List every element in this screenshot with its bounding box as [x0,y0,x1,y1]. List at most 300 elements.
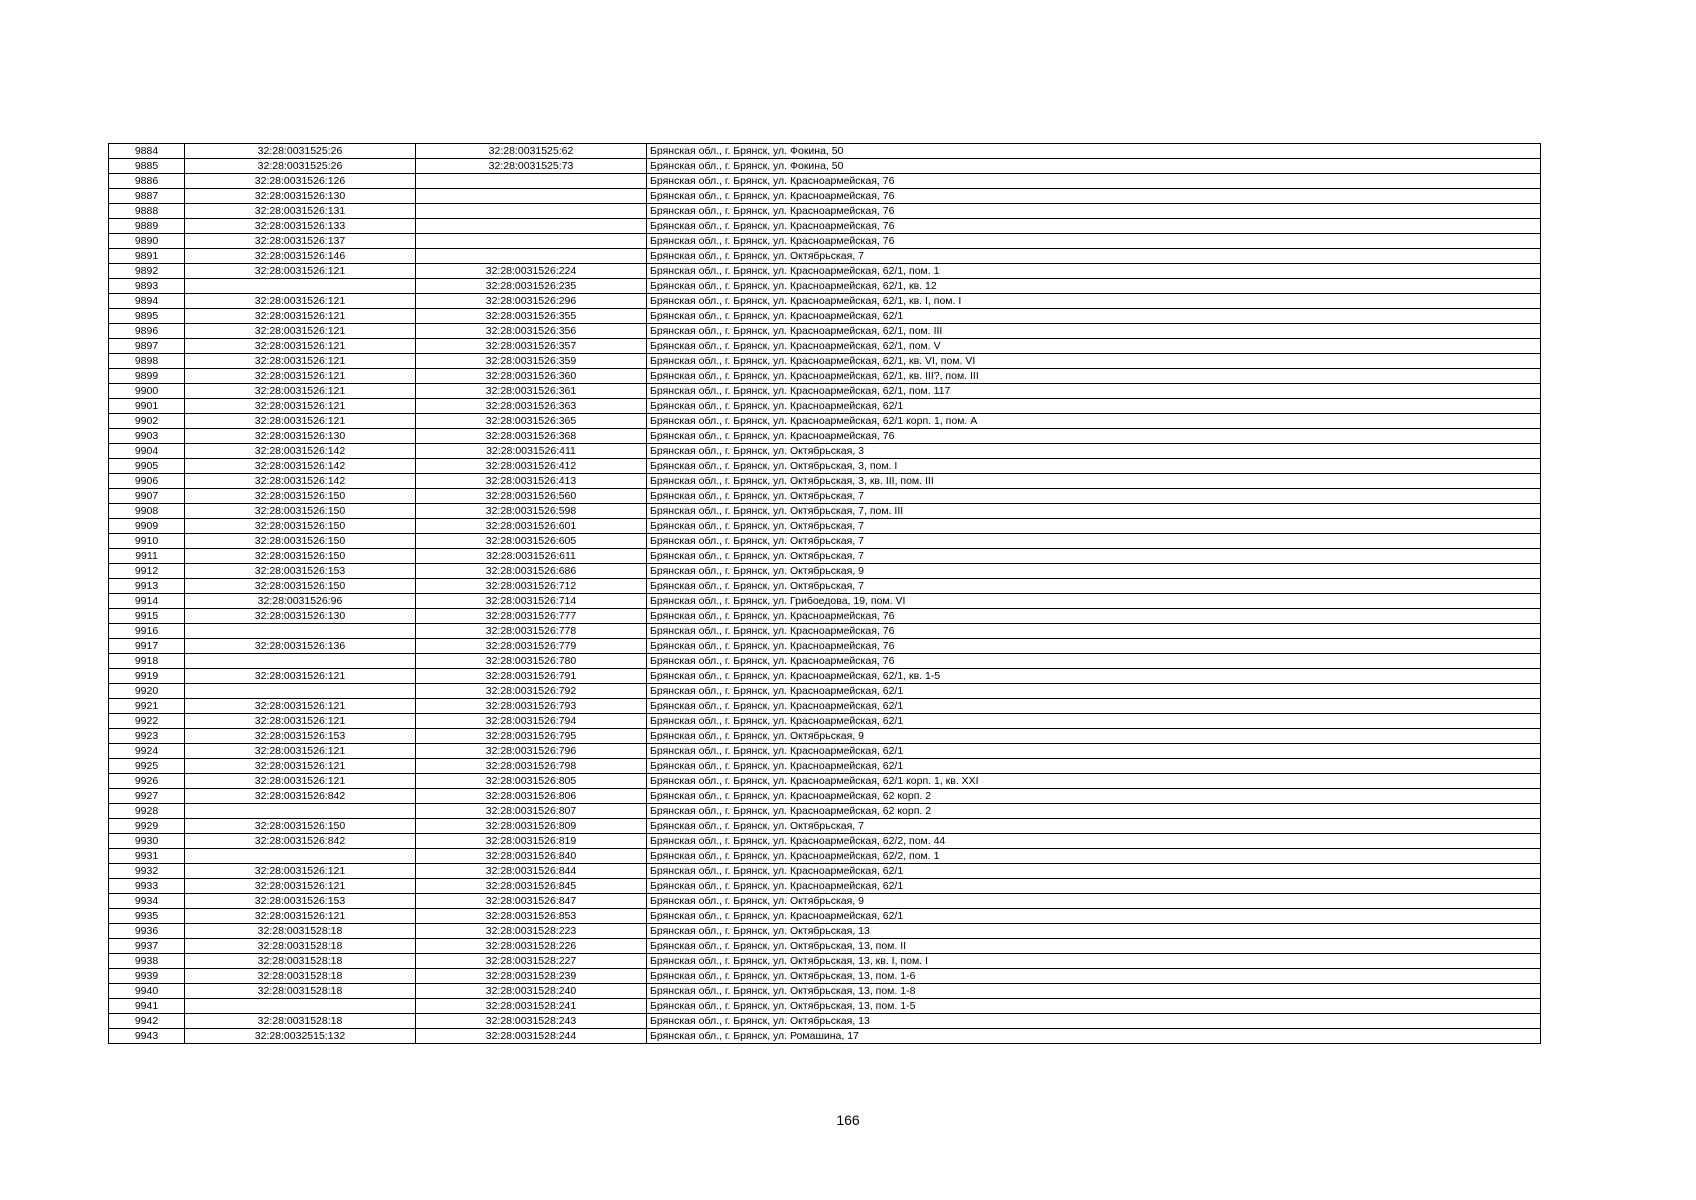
cadastral-number-cell [416,204,647,219]
row-number-cell: 9911 [109,549,185,564]
row-number-cell: 9942 [109,1014,185,1029]
address-cell: Брянская обл., г. Брянск, ул. Красноармейская, 62 корп. 2 [647,804,1541,819]
row-number-cell: 9885 [109,159,185,174]
cadastral-number-cell: 32:28:0031528:240 [416,984,647,999]
row-number-cell: 9921 [109,699,185,714]
address-cell: Брянская обл., г. Брянск, ул. Октябрьская, 13, кв. I, пом. I [647,954,1541,969]
parent-cadastral-number-cell: 32:28:0031526:153 [185,564,416,579]
cadastral-number-cell: 32:28:0031526:601 [416,519,647,534]
cadastral-number-cell: 32:28:0031526:807 [416,804,647,819]
table-row [109,279,1541,294]
address-cell: Брянская обл., г. Брянск, ул. Октябрьская, 9 [647,894,1541,909]
address-cell: Брянская обл., г. Брянск, ул. Красноармейская, 62/1 [647,684,1541,699]
cadastral-number-cell: 32:28:0031528:223 [416,924,647,939]
address-cell: Брянская обл., г. Брянск, ул. Октябрьская, 7 [647,549,1541,564]
row-number-cell: 9941 [109,999,185,1014]
row-number-cell: 9908 [109,504,185,519]
row-number-cell: 9889 [109,219,185,234]
row-number-cell: 9931 [109,849,185,864]
cadastral-number-cell: 32:28:0031526:411 [416,444,647,459]
parent-cadastral-number-cell: 32:28:0031526:142 [185,444,416,459]
table-row [109,294,1541,309]
table-row [109,1029,1541,1044]
table-row [109,459,1541,474]
address-cell: Брянская обл., г. Брянск, ул. Красноармейская, 62/1 [647,714,1541,729]
parent-cadastral-number-cell: 32:28:0031528:18 [185,939,416,954]
cadastral-number-cell: 32:28:0031526:368 [416,429,647,444]
table-row [109,939,1541,954]
table-row [109,264,1541,279]
address-cell: Брянская обл., г. Брянск, ул. Октябрьская, 7, пом. III [647,504,1541,519]
table-row [109,864,1541,879]
parent-cadastral-number-cell: 32:28:0031526:153 [185,729,416,744]
row-number-cell: 9939 [109,969,185,984]
parent-cadastral-number-cell: 32:28:0031526:126 [185,174,416,189]
cadastral-number-cell: 32:28:0031526:714 [416,594,647,609]
parent-cadastral-number-cell: 32:28:0031526:121 [185,309,416,324]
cadastral-number-cell: 32:28:0031526:560 [416,489,647,504]
row-number-cell: 9927 [109,789,185,804]
address-cell: Брянская обл., г. Брянск, ул. Красноармейская, 62/2, пом. 44 [647,834,1541,849]
parent-cadastral-number-cell [185,684,416,699]
table-row [109,414,1541,429]
address-cell: Брянская обл., г. Брянск, ул. Фокина, 50 [647,159,1541,174]
cadastral-number-cell: 32:28:0031526:793 [416,699,647,714]
table-row [109,909,1541,924]
cadastral-number-cell: 32:28:0031526:777 [416,609,647,624]
row-number-cell: 9916 [109,624,185,639]
row-number-cell: 9926 [109,774,185,789]
row-number-cell: 9888 [109,204,185,219]
cadastral-number-cell [416,219,647,234]
row-number-cell: 9910 [109,534,185,549]
cadastral-number-cell: 32:28:0031528:227 [416,954,647,969]
parent-cadastral-number-cell: 32:28:0031526:121 [185,774,416,789]
address-cell: Брянская обл., г. Брянск, ул. Красноармейская, 62/1, пом. III [647,324,1541,339]
cadastral-number-cell: 32:28:0031526:363 [416,399,647,414]
parent-cadastral-number-cell: 32:28:0031526:121 [185,744,416,759]
table-row [109,924,1541,939]
table-row [109,834,1541,849]
cadastral-number-cell: 32:28:0031526:847 [416,894,647,909]
address-cell: Брянская обл., г. Брянск, ул. Красноармейская, 76 [647,189,1541,204]
parent-cadastral-number-cell: 32:28:0031526:121 [185,324,416,339]
table-row [109,759,1541,774]
row-number-cell: 9904 [109,444,185,459]
parent-cadastral-number-cell [185,804,416,819]
page-number: 166 [836,1112,860,1128]
cadastral-number-cell: 32:28:0031526:798 [416,759,647,774]
address-cell: Брянская обл., г. Брянск, ул. Красноармейская, 62/1, кв. 1-5 [647,669,1541,684]
registry-table-body [109,144,1541,1044]
row-number-cell: 9932 [109,864,185,879]
parent-cadastral-number-cell: 32:28:0031526:150 [185,819,416,834]
parent-cadastral-number-cell: 32:28:0031528:18 [185,954,416,969]
parent-cadastral-number-cell: 32:28:0031526:150 [185,579,416,594]
address-cell: Брянская обл., г. Брянск, ул. Красноармейская, 62/1 [647,879,1541,894]
parent-cadastral-number-cell: 32:28:0031526:121 [185,879,416,894]
table-row [109,999,1541,1014]
table-row [109,144,1541,159]
parent-cadastral-number-cell: 32:28:0031526:142 [185,474,416,489]
address-cell: Брянская обл., г. Брянск, ул. Красноармейская, 62 корп. 2 [647,789,1541,804]
table-row [109,204,1541,219]
table-row [109,159,1541,174]
parent-cadastral-number-cell: 32:28:0031526:121 [185,264,416,279]
table-row [109,444,1541,459]
address-cell: Брянская обл., г. Брянск, ул. Красноармейская, 76 [647,429,1541,444]
parent-cadastral-number-cell: 32:28:0031526:137 [185,234,416,249]
parent-cadastral-number-cell: 32:28:0031526:153 [185,894,416,909]
address-cell: Брянская обл., г. Брянск, ул. Красноармейская, 62/1, кв. III?, пом. III [647,369,1541,384]
cadastral-number-cell [416,249,647,264]
cadastral-number-cell [416,234,647,249]
row-number-cell: 9903 [109,429,185,444]
cadastral-number-cell: 32:28:0031526:853 [416,909,647,924]
row-number-cell: 9900 [109,384,185,399]
address-cell: Брянская обл., г. Брянск, ул. Красноармейская, 62/1, кв. VI, пом. VI [647,354,1541,369]
parent-cadastral-number-cell: 32:28:0031526:142 [185,459,416,474]
address-cell: Брянская обл., г. Брянск, ул. Красноармейская, 76 [647,624,1541,639]
table-row [109,969,1541,984]
table-row [109,954,1541,969]
row-number-cell: 9905 [109,459,185,474]
parent-cadastral-number-cell: 32:28:0031526:842 [185,834,416,849]
address-cell: Брянская обл., г. Брянск, ул. Красноармейская, 76 [647,234,1541,249]
cadastral-number-cell: 32:28:0031526:359 [416,354,647,369]
table-row [109,744,1541,759]
row-number-cell: 9922 [109,714,185,729]
parent-cadastral-number-cell: 32:28:0031526:121 [185,399,416,414]
row-number-cell: 9902 [109,414,185,429]
parent-cadastral-number-cell: 32:28:0031526:96 [185,594,416,609]
address-cell: Брянская обл., г. Брянск, ул. Красноармейская, 62/1 [647,759,1541,774]
parent-cadastral-number-cell: 32:28:0031526:121 [185,864,416,879]
address-cell: Брянская обл., г. Брянск, ул. Красноармейская, 76 [647,174,1541,189]
address-cell: Брянская обл., г. Брянск, ул. Октябрьская, 3, пом. I [647,459,1541,474]
parent-cadastral-number-cell: 32:28:0031526:121 [185,414,416,429]
address-cell: Брянская обл., г. Брянск, ул. Красноармейская, 62/1 корп. 1, пом. А [647,414,1541,429]
table-row [109,249,1541,264]
cadastral-number-cell: 32:28:0031526:792 [416,684,647,699]
cadastral-number-cell: 32:28:0031526:779 [416,639,647,654]
parent-cadastral-number-cell: 32:28:0031526:121 [185,354,416,369]
parent-cadastral-number-cell: 32:28:0031526:121 [185,909,416,924]
address-cell: Брянская обл., г. Брянск, ул. Красноармейская, 76 [647,204,1541,219]
address-cell: Брянская обл., г. Брянск, ул. Октябрьская, 7 [647,489,1541,504]
row-number-cell: 9909 [109,519,185,534]
table-row [109,309,1541,324]
row-number-cell: 9897 [109,339,185,354]
row-number-cell: 9919 [109,669,185,684]
table-row [109,354,1541,369]
row-number-cell: 9899 [109,369,185,384]
address-cell: Брянская обл., г. Брянск, ул. Красноармейская, 62/1 [647,864,1541,879]
row-number-cell: 9898 [109,354,185,369]
parent-cadastral-number-cell: 32:28:0031528:18 [185,924,416,939]
parent-cadastral-number-cell [185,624,416,639]
table-row [109,894,1541,909]
cadastral-number-cell: 32:28:0031526:412 [416,459,647,474]
cadastral-number-cell: 32:28:0031526:806 [416,789,647,804]
table-row [109,774,1541,789]
address-cell: Брянская обл., г. Брянск, ул. Красноармейская, 62/1, пом. 1 [647,264,1541,279]
address-cell: Брянская обл., г. Брянск, ул. Октябрьская, 7 [647,519,1541,534]
row-number-cell: 9915 [109,609,185,624]
parent-cadastral-number-cell: 32:28:0031526:146 [185,249,416,264]
cadastral-number-cell: 32:28:0031526:796 [416,744,647,759]
table-row [109,624,1541,639]
row-number-cell: 9912 [109,564,185,579]
cadastral-number-cell: 32:28:0031526:356 [416,324,647,339]
address-cell: Брянская обл., г. Брянск, ул. Красноармейская, 76 [647,654,1541,669]
parent-cadastral-number-cell [185,279,416,294]
parent-cadastral-number-cell: 32:28:0031526:150 [185,549,416,564]
address-cell: Брянская обл., г. Брянск, ул. Октябрьская, 7 [647,579,1541,594]
parent-cadastral-number-cell: 32:28:0031525:26 [185,144,416,159]
table-row [109,639,1541,654]
table-row [109,234,1541,249]
row-number-cell: 9925 [109,759,185,774]
parent-cadastral-number-cell: 32:28:0031526:121 [185,384,416,399]
row-number-cell: 9913 [109,579,185,594]
cadastral-number-cell: 32:28:0031526:778 [416,624,647,639]
table-row [109,324,1541,339]
table-row [109,504,1541,519]
cadastral-number-cell: 32:28:0031526:845 [416,879,647,894]
row-number-cell: 9884 [109,144,185,159]
parent-cadastral-number-cell [185,999,416,1014]
table-row [109,714,1541,729]
cadastral-number-cell: 32:28:0031526:611 [416,549,647,564]
cadastral-number-cell: 32:28:0031526:844 [416,864,647,879]
parent-cadastral-number-cell: 32:28:0031526:121 [185,294,416,309]
cadastral-number-cell: 32:28:0031526:598 [416,504,647,519]
address-cell: Брянская обл., г. Брянск, ул. Ромашина, 17 [647,1029,1541,1044]
address-cell: Брянская обл., г. Брянск, ул. Красноармейская, 76 [647,609,1541,624]
table-row [109,849,1541,864]
address-cell: Брянская обл., г. Брянск, ул. Фокина, 50 [647,144,1541,159]
address-cell: Брянская обл., г. Брянск, ул. Красноармейская, 62/1 [647,909,1541,924]
parent-cadastral-number-cell: 32:28:0031526:121 [185,369,416,384]
table-row [109,534,1541,549]
cadastral-number-cell: 32:28:0031526:805 [416,774,647,789]
cadastral-number-cell: 32:28:0031526:355 [416,309,647,324]
row-number-cell: 9937 [109,939,185,954]
table-row [109,669,1541,684]
row-number-cell: 9935 [109,909,185,924]
row-number-cell: 9943 [109,1029,185,1044]
parent-cadastral-number-cell: 32:28:0031526:121 [185,699,416,714]
table-row [109,369,1541,384]
cadastral-number-cell: 32:28:0031526:794 [416,714,647,729]
parent-cadastral-number-cell: 32:28:0031526:121 [185,714,416,729]
cadastral-number-cell: 32:28:0031528:241 [416,999,647,1014]
row-number-cell: 9938 [109,954,185,969]
address-cell: Брянская обл., г. Брянск, ул. Красноармейская, 76 [647,639,1541,654]
table-row [109,819,1541,834]
cadastral-number-cell: 32:28:0031526:809 [416,819,647,834]
row-number-cell: 9894 [109,294,185,309]
table-row [109,549,1541,564]
cadastral-number-cell: 32:28:0031528:244 [416,1029,647,1044]
parent-cadastral-number-cell: 32:28:0031528:18 [185,969,416,984]
row-number-cell: 9914 [109,594,185,609]
table-row [109,489,1541,504]
row-number-cell: 9892 [109,264,185,279]
table-row [109,339,1541,354]
row-number-cell: 9886 [109,174,185,189]
row-number-cell: 9918 [109,654,185,669]
table-row [109,804,1541,819]
cadastral-number-cell: 32:28:0031526:791 [416,669,647,684]
row-number-cell: 9890 [109,234,185,249]
cadastral-number-cell: 32:28:0031526:712 [416,579,647,594]
table-row [109,189,1541,204]
cadastral-number-cell: 32:28:0031526:840 [416,849,647,864]
address-cell: Брянская обл., г. Брянск, ул. Октябрьская, 7 [647,249,1541,264]
address-cell: Брянская обл., г. Брянск, ул. Красноармейская, 62/1 корп. 1, кв. XXI [647,774,1541,789]
parent-cadastral-number-cell: 32:28:0031526:130 [185,609,416,624]
cadastral-number-cell: 32:28:0031526:413 [416,474,647,489]
table-row [109,519,1541,534]
parent-cadastral-number-cell: 32:28:0031526:150 [185,504,416,519]
address-cell: Брянская обл., г. Брянск, ул. Октябрьская, 3 [647,444,1541,459]
table-row [109,789,1541,804]
cadastral-number-cell: 32:28:0031525:73 [416,159,647,174]
cadastral-number-cell: 32:28:0031528:226 [416,939,647,954]
parent-cadastral-number-cell: 32:28:0031526:150 [185,489,416,504]
cadastral-number-cell: 32:28:0031526:819 [416,834,647,849]
parent-cadastral-number-cell: 32:28:0031526:150 [185,534,416,549]
address-cell: Брянская обл., г. Брянск, ул. Октябрьская, 13, пом. II [647,939,1541,954]
parent-cadastral-number-cell: 32:28:0031526:130 [185,189,416,204]
cadastral-number-cell: 32:28:0031526:224 [416,264,647,279]
table-row [109,1014,1541,1029]
table-row [109,879,1541,894]
address-cell: Брянская обл., г. Брянск, ул. Красноармейская, 62/1 [647,744,1541,759]
table-row [109,399,1541,414]
row-number-cell: 9891 [109,249,185,264]
row-number-cell: 9893 [109,279,185,294]
address-cell: Брянская обл., г. Брянск, ул. Октябрьская, 9 [647,729,1541,744]
parent-cadastral-number-cell: 32:28:0031526:130 [185,429,416,444]
parent-cadastral-number-cell [185,654,416,669]
table-row [109,174,1541,189]
address-cell: Брянская обл., г. Брянск, ул. Октябрьская, 7 [647,534,1541,549]
address-cell: Брянская обл., г. Брянск, ул. Октябрьская, 9 [647,564,1541,579]
table-row [109,699,1541,714]
row-number-cell: 9930 [109,834,185,849]
row-number-cell: 9924 [109,744,185,759]
row-number-cell: 9895 [109,309,185,324]
parent-cadastral-number-cell: 32:28:0031525:26 [185,159,416,174]
table-row [109,219,1541,234]
row-number-cell: 9928 [109,804,185,819]
table-row [109,984,1541,999]
cadastral-number-cell [416,174,647,189]
row-number-cell: 9887 [109,189,185,204]
row-number-cell: 9920 [109,684,185,699]
cadastral-number-cell: 32:28:0031526:780 [416,654,647,669]
address-cell: Брянская обл., г. Брянск, ул. Красноармейская, 62/1 [647,309,1541,324]
cadastral-number-cell: 32:28:0031525:62 [416,144,647,159]
cadastral-number-cell: 32:28:0031526:235 [416,279,647,294]
row-number-cell: 9906 [109,474,185,489]
address-cell: Брянская обл., г. Брянск, ул. Октябрьская, 13 [647,924,1541,939]
cadastral-number-cell: 32:28:0031526:357 [416,339,647,354]
parent-cadastral-number-cell: 32:28:0031526:121 [185,339,416,354]
address-cell: Брянская обл., г. Брянск, ул. Грибоедова, 19, пом. VI [647,594,1541,609]
table-row [109,429,1541,444]
cadastral-number-cell: 32:28:0031526:795 [416,729,647,744]
row-number-cell: 9917 [109,639,185,654]
address-cell: Брянская обл., г. Брянск, ул. Красноармейская, 62/1, пом. 117 [647,384,1541,399]
parent-cadastral-number-cell: 32:28:0031526:121 [185,669,416,684]
row-number-cell: 9923 [109,729,185,744]
address-cell: Брянская обл., г. Брянск, ул. Октябрьская, 7 [647,819,1541,834]
cadastral-number-cell: 32:28:0031526:605 [416,534,647,549]
cadastral-number-cell: 32:28:0031526:361 [416,384,647,399]
row-number-cell: 9929 [109,819,185,834]
table-row [109,564,1541,579]
address-cell: Брянская обл., г. Брянск, ул. Октябрьская, 3, кв. III, пом. III [647,474,1541,489]
row-number-cell: 9934 [109,894,185,909]
row-number-cell: 9901 [109,399,185,414]
cadastral-registry-table [108,143,1541,1044]
row-number-cell: 9936 [109,924,185,939]
address-cell: Брянская обл., г. Брянск, ул. Октябрьская, 13, пом. 1-8 [647,984,1541,999]
parent-cadastral-number-cell: 32:28:0031526:133 [185,219,416,234]
table-row [109,594,1541,609]
row-number-cell: 9896 [109,324,185,339]
cadastral-number-cell: 32:28:0031526:296 [416,294,647,309]
row-number-cell: 9933 [109,879,185,894]
cadastral-number-cell: 32:28:0031528:239 [416,969,647,984]
parent-cadastral-number-cell: 32:28:0031528:18 [185,1014,416,1029]
row-number-cell: 9907 [109,489,185,504]
address-cell: Брянская обл., г. Брянск, ул. Красноармейская, 62/1 [647,399,1541,414]
address-cell: Брянская обл., г. Брянск, ул. Красноармейская, 62/1, пом. V [647,339,1541,354]
address-cell: Брянская обл., г. Брянск, ул. Октябрьская, 13, пом. 1-5 [647,999,1541,1014]
address-cell: Брянская обл., г. Брянск, ул. Октябрьская, 13, пом. 1-6 [647,969,1541,984]
address-cell: Брянская обл., г. Брянск, ул. Красноармейская, 62/1, кв. I, пом. I [647,294,1541,309]
parent-cadastral-number-cell: 32:28:0031528:18 [185,984,416,999]
table-row [109,579,1541,594]
table-row [109,384,1541,399]
cadastral-number-cell: 32:28:0031528:243 [416,1014,647,1029]
parent-cadastral-number-cell: 32:28:0031526:131 [185,204,416,219]
row-number-cell: 9940 [109,984,185,999]
parent-cadastral-number-cell: 32:28:0031526:842 [185,789,416,804]
table-row [109,729,1541,744]
cadastral-number-cell: 32:28:0031526:365 [416,414,647,429]
address-cell: Брянская обл., г. Брянск, ул. Красноармейская, 62/2, пом. 1 [647,849,1541,864]
parent-cadastral-number-cell: 32:28:0031526:150 [185,519,416,534]
cadastral-number-cell [416,189,647,204]
parent-cadastral-number-cell: 32:28:0032515:132 [185,1029,416,1044]
parent-cadastral-number-cell [185,849,416,864]
cadastral-number-cell: 32:28:0031526:686 [416,564,647,579]
table-row [109,609,1541,624]
table-row [109,684,1541,699]
table-row [109,474,1541,489]
address-cell: Брянская обл., г. Брянск, ул. Красноармейская, 62/1 [647,699,1541,714]
parent-cadastral-number-cell: 32:28:0031526:136 [185,639,416,654]
table-row [109,654,1541,669]
address-cell: Брянская обл., г. Брянск, ул. Октябрьская, 13 [647,1014,1541,1029]
address-cell: Брянская обл., г. Брянск, ул. Красноармейская, 76 [647,219,1541,234]
